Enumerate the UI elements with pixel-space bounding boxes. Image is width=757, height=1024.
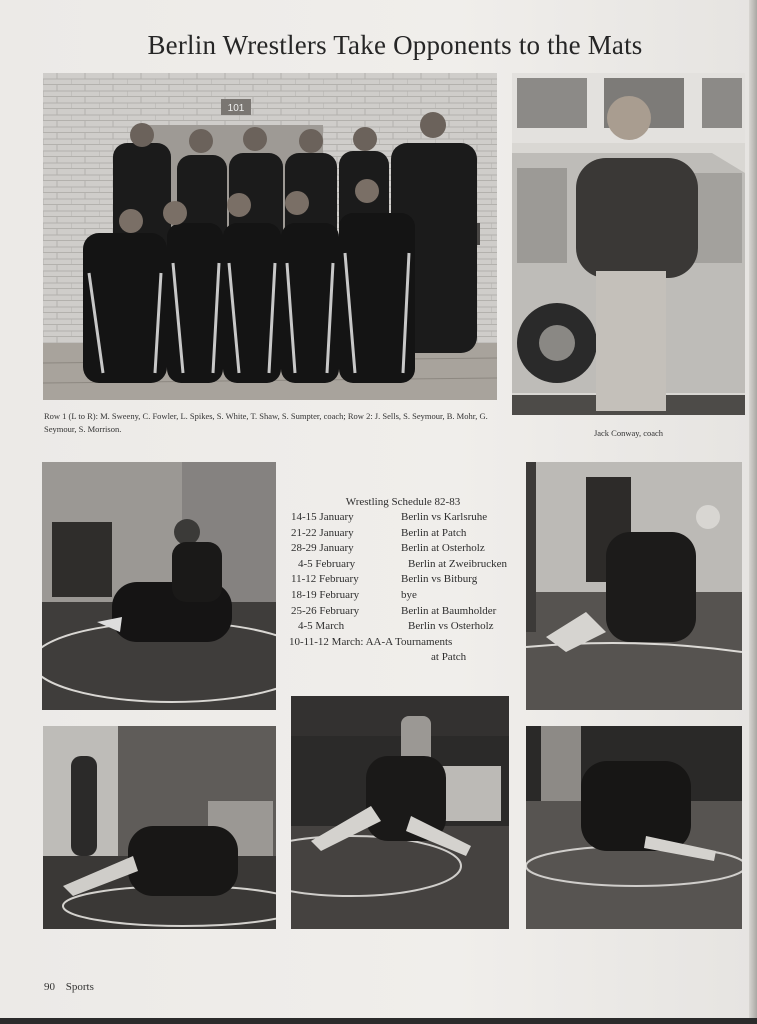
schedule-row	[287, 510, 519, 526]
schedule-tournament-location: at Patch	[431, 651, 467, 664]
wrestling-action-photo-5	[526, 726, 742, 929]
schedule-row	[287, 557, 519, 573]
schedule-event: bye	[401, 588, 417, 601]
page-footer	[44, 981, 102, 993]
schedule-event: Berlin at Osterholz	[401, 542, 485, 555]
team-photo-caption: Row 1 (L to R): M. Sweeny, C. Fowler, L. Spikes, S. White, T. Shaw, S. Sumpter, coach; Row 2: J. Sells, S. Seymour, B. Mohr, G. Seymour, S. Morrison.	[44, 411, 488, 434]
wrestling-action-photo-4	[291, 696, 509, 929]
schedule-row	[287, 572, 519, 588]
page-title: Berlin Wrestlers Take Opponents to the Mats	[147, 30, 643, 60]
room-sign: 101	[227, 103, 245, 114]
schedule-row	[287, 526, 519, 542]
schedule-date: 18-19 February	[291, 588, 360, 601]
schedule-event: Berlin at Baumholder	[401, 604, 497, 617]
page-edge-shadow	[749, 0, 757, 1024]
scan-bottom-edge	[0, 1018, 757, 1024]
schedule-date: 11-12 February	[291, 573, 359, 586]
schedule-row	[287, 588, 519, 604]
wrestling-action-photo-1	[42, 462, 276, 710]
schedule-event: Berlin vs Bitburg	[401, 573, 478, 586]
schedule-date: 25-26 February	[291, 604, 360, 617]
section-name: Sports	[65, 981, 94, 993]
schedule-row	[287, 541, 519, 557]
coach-photo-caption: Jack Conway, coach	[593, 428, 664, 438]
schedule-date: 14-15 January	[291, 511, 354, 523]
schedule-event: Berlin at Zweibrucken	[408, 557, 507, 570]
team-photo	[43, 73, 497, 400]
coach-photo	[512, 73, 745, 415]
schedule-date: 4-5 February	[298, 557, 356, 570]
schedule-event: Berlin vs Osterholz	[408, 620, 494, 633]
schedule-date: 21-22 January	[291, 526, 354, 539]
schedule-event: Berlin vs Karlsruhe	[401, 511, 488, 523]
schedule-date: 4-5 March	[298, 620, 345, 633]
wrestling-action-photo-3	[43, 726, 276, 929]
schedule-row	[287, 619, 519, 635]
wrestling-action-photo-2	[526, 462, 742, 710]
schedule-date: 28-29 January	[291, 542, 354, 555]
schedule-row	[287, 604, 519, 620]
schedule-tournament-line: 10-11-12 March: AA-A Tournaments	[289, 635, 453, 648]
schedule-title: Wrestling Schedule 82-83	[345, 496, 461, 508]
page-number: 90	[44, 981, 55, 993]
schedule-event: Berlin at Patch	[401, 526, 467, 539]
wrestling-schedule	[287, 496, 519, 666]
